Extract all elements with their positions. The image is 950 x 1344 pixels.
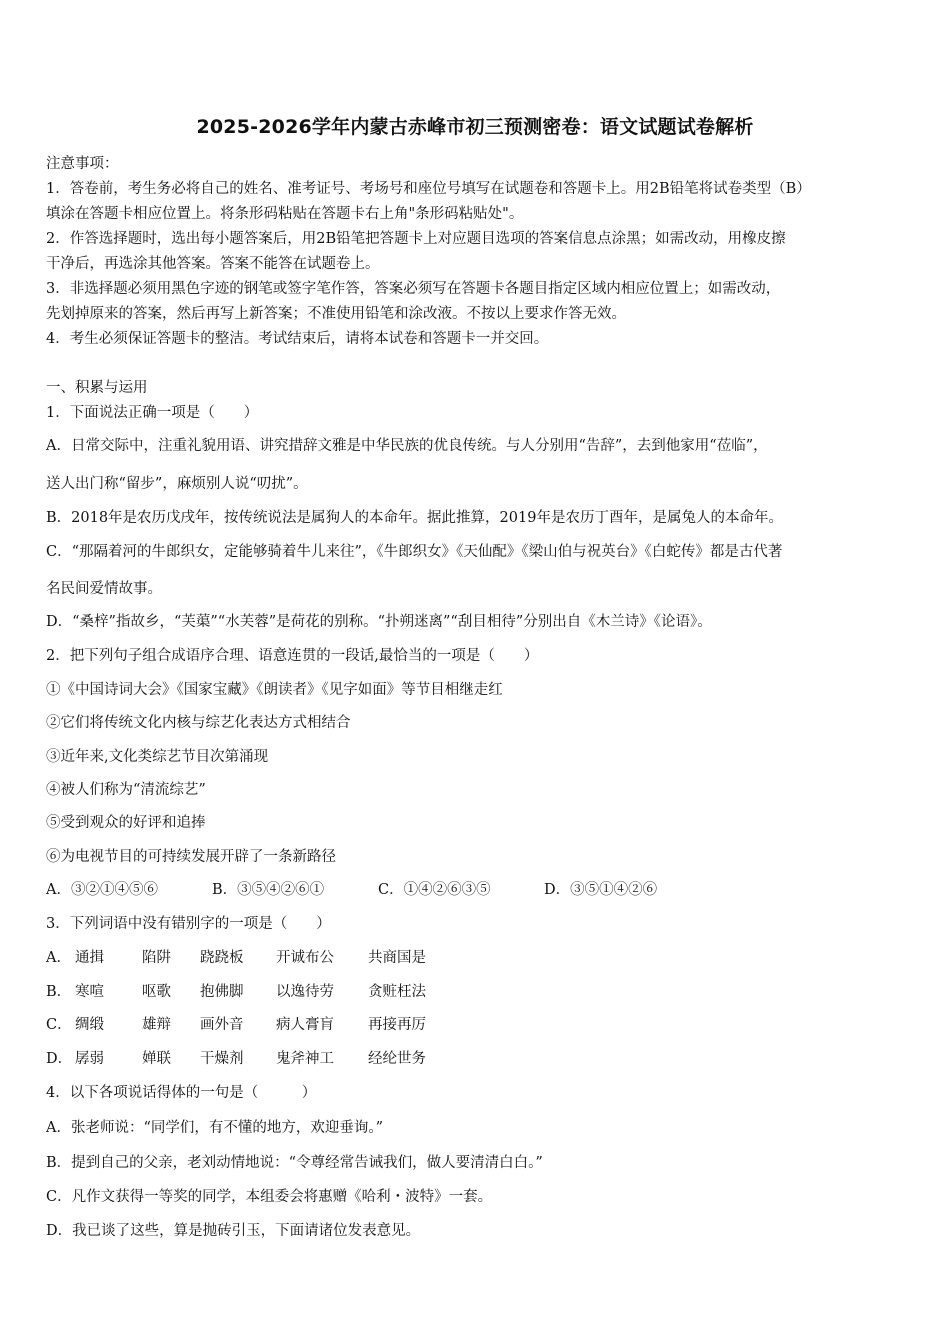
- word: 鬼斧神工: [276, 1051, 334, 1067]
- question-3-option-a: [46, 946, 426, 967]
- word: 婵联: [142, 1051, 171, 1067]
- question-1-option-a-cont: 送人出门称“留步”，麻烦别人说“叨扰”。: [46, 476, 308, 492]
- word: 绸缎: [75, 1017, 104, 1033]
- question-2-option-a: A．③②①④⑤⑥: [46, 882, 158, 898]
- word: 雄辩: [142, 1017, 171, 1033]
- question-3-stem: 3．下列词语中没有错别字的一项是（ ）: [46, 916, 331, 932]
- question-2-option-c: C．①④②⑥③⑤: [378, 882, 491, 898]
- question-2-stem: 2．把下列句子组合成语序合理、语意连贯的一段话,最恰当的一项是（ ）: [46, 648, 539, 664]
- section-heading: 一、积累与运用: [46, 380, 148, 396]
- word: 通揖: [75, 950, 104, 966]
- word: 开诚布公: [276, 950, 334, 966]
- question-4-option-a: A．张老师说：“同学们，有不懂的地方，欢迎垂询。”: [46, 1120, 384, 1136]
- question-1-option-c: C．“那隔着河的牛郎织女，定能够骑着牛儿来往”，《牛郎织女》《天仙配》《梁山伯与祝英台》《白蛇传》都是古代著: [46, 544, 783, 560]
- word: 陷阱: [142, 950, 171, 966]
- question-4-stem: 4．以下各项说话得体的一句是（ ）: [46, 1085, 317, 1101]
- word: 画外音: [200, 1017, 244, 1033]
- question-2-sentence-1: ①《中国诗词大会》《国家宝藏》《朗读者》《见字如面》等节目相继走红: [46, 682, 503, 698]
- question-2-sentence-6: ⑥为电视节目的可持续发展开辟了一条新路径: [46, 849, 336, 865]
- option-label: D．: [46, 1051, 73, 1067]
- notice-line: 3．非选择题必须用黑色字迹的钢笔或签字笔作答，答案必须写在答题卡各题目指定区域内相应位置上；如需改动，: [46, 281, 781, 297]
- word: 寒喧: [75, 984, 104, 1000]
- question-2-options: [46, 878, 657, 899]
- question-4-option-b: B．提到自己的父亲，老刘动情地说：“令尊经常告诫我们，做人要清清白白。”: [46, 1155, 543, 1171]
- word: 病人膏肓: [276, 1017, 334, 1033]
- word: 干燥剂: [200, 1051, 244, 1067]
- word: 共商国是: [368, 950, 426, 966]
- option-label: B．: [46, 984, 72, 1000]
- notice-line: 填涂在答题卡相应位置上。将条形码粘贴在答题卡右上角"条形码粘贴处"。: [46, 206, 524, 222]
- word: 孱弱: [75, 1051, 104, 1067]
- page-title: 2025-2026学年内蒙古赤峰市初三预测密卷：语文试题试卷解析: [196, 116, 754, 138]
- question-2-option-b: B．③⑤④②⑥①: [212, 882, 325, 898]
- notice-line: 4．考生必须保证答题卡的整洁。考试结束后，请将本试卷和答题卡一并交回。: [46, 331, 549, 347]
- word: 贪赃枉法: [368, 984, 426, 1000]
- question-4-option-d: D．我已谈了这些，算是抛砖引玉，下面请诸位发表意见。: [46, 1223, 421, 1239]
- question-3-option-b: [46, 980, 426, 1001]
- option-label: A．: [46, 950, 71, 966]
- question-3-option-c: [46, 1013, 426, 1034]
- question-1-option-c-cont: 名民间爱情故事。: [46, 581, 162, 597]
- notice-line: 先划掉原来的答案，然后再写上新答案；不准使用铅笔和涂改液。不按以上要求作答无效。: [46, 306, 626, 322]
- notice-line: 2．作答选择题时，选出每小题答案后，用2B铅笔把答题卡上对应题目选项的答案信息点涂黑；如需改动，用橡皮擦: [46, 231, 786, 247]
- question-2-option-d: D．③⑤①④②⑥: [544, 882, 658, 898]
- question-3-option-d: [46, 1047, 426, 1068]
- question-1-stem: 1．下面说法正确一项是（ ）: [46, 405, 259, 421]
- question-1-option-d: D．“桑梓”指故乡，“芙蕖”“水芙蓉”是荷花的别称。“扑朔迷离”“刮目相待”分别出自《木兰诗》《论语》。: [46, 614, 712, 630]
- notice-heading: 注意事项：: [46, 156, 119, 172]
- question-2-sentence-3: ③近年来,文化类综艺节目次第涌现: [46, 749, 269, 765]
- question-1-option-b: B．2018年是农历戊戌年，按传统说法是属狗人的本命年。据此推算，2019年是农历丁酉年，是属兔人的本命年。: [46, 510, 783, 526]
- question-1-option-a: A．日常交际中，注重礼貌用语、讲究措辞文雅是中华民族的优良传统。与人分别用“告辞”，去到他家用“莅临”，: [46, 438, 768, 454]
- question-2-sentence-2: ②它们将传统文化内核与综艺化表达方式相结合: [46, 715, 351, 731]
- question-4-option-c: C．凡作文获得一等奖的同学，本组委会将惠赠《哈利・波特》一套。: [46, 1189, 493, 1205]
- word: 跷跷板: [200, 950, 244, 966]
- word: 抱佛脚: [200, 984, 244, 1000]
- question-2-sentence-5: ⑤受到观众的好评和追捧: [46, 815, 206, 831]
- option-label: C．: [46, 1017, 72, 1033]
- word: 以逸待劳: [276, 984, 334, 1000]
- notice-line: 干净后，再选涂其他答案。答案不能答在试题卷上。: [46, 256, 380, 272]
- question-2-sentence-4: ④被人们称为“清流综艺”: [46, 782, 206, 798]
- word: 经纶世务: [368, 1051, 426, 1067]
- word: 呕歌: [142, 984, 171, 1000]
- word: 再接再厉: [368, 1017, 426, 1033]
- notice-line: 1．答卷前，考生务必将自己的姓名、准考证号、考场号和座位号填写在试题卷和答题卡上。用2B铅笔将试卷类型（B）: [46, 181, 811, 197]
